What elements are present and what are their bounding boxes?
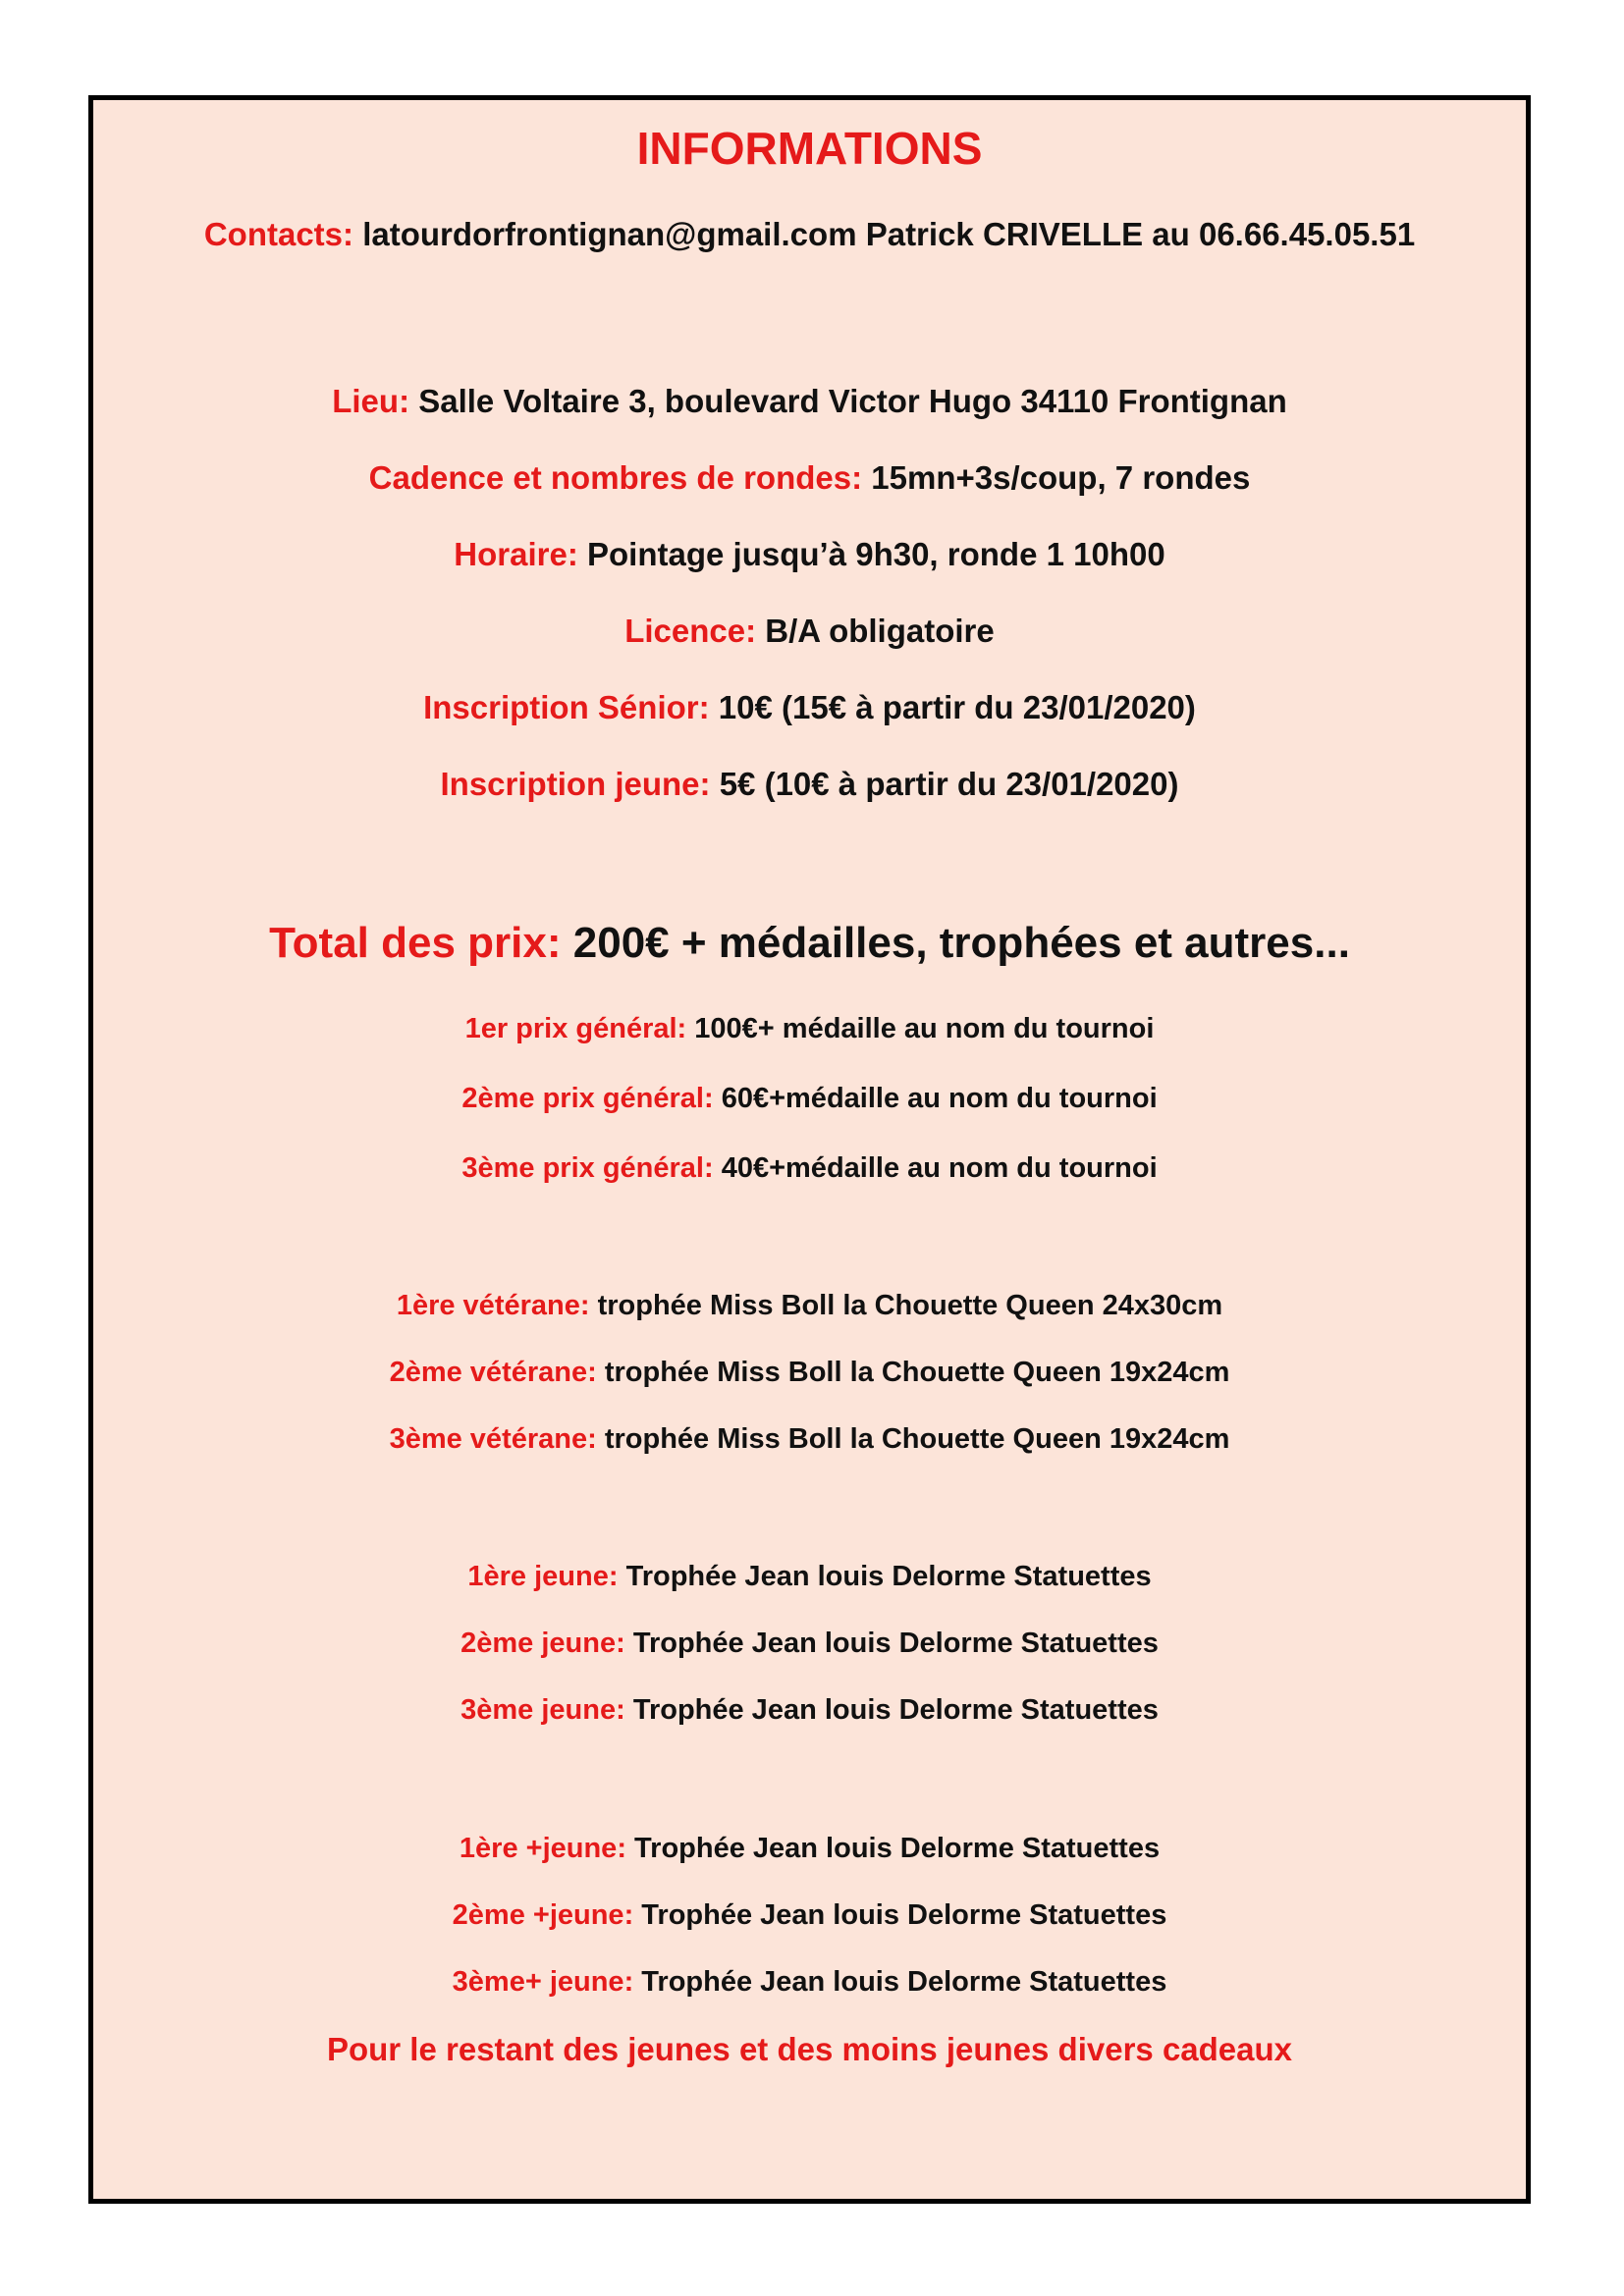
prize-label: 3ème prix général: (461, 1152, 714, 1184)
general-prize-3 (93, 1152, 1526, 1185)
prize-value: Trophée Jean louis Delorme Statuettes (641, 1966, 1167, 1998)
info-line-horaire (93, 536, 1526, 573)
youngest-prize-3 (93, 1966, 1526, 1999)
youngest-prize-1 (93, 1833, 1526, 1865)
youth-prize-1 (93, 1561, 1526, 1593)
prize-label: 3ème+ jeune: (452, 1966, 634, 1998)
general-prize-1 (93, 1013, 1526, 1045)
prize-label: 2ème jeune: (460, 1628, 625, 1659)
info-label: Inscription jeune: (440, 766, 711, 802)
prize-label: 2ème +jeune: (452, 1899, 634, 1931)
info-value: Pointage jusqu’à 9h30, ronde 1 10h00 (587, 536, 1165, 572)
youth-prize-3 (93, 1694, 1526, 1727)
prize-value: 100€+ médaille au nom du tournoi (694, 1013, 1155, 1044)
info-value: Salle Voltaire 3, boulevard Victor Hugo 34110 Frontignan (418, 383, 1287, 419)
info-value: B/A obligatoire (765, 613, 995, 649)
page-title: INFORMATIONS (636, 123, 983, 174)
total-prizes-line (93, 919, 1526, 968)
info-panel (88, 95, 1531, 2204)
prize-value: Trophée Jean louis Delorme Statuettes (634, 1833, 1161, 1864)
prize-value: Trophée Jean louis Delorme Statuettes (632, 1628, 1159, 1659)
prize-value: trophée Miss Boll la Chouette Queen 19x24cm (604, 1357, 1230, 1388)
info-line-inscription-jeune (93, 766, 1526, 803)
prize-value: trophée Miss Boll la Chouette Queen 19x24cm (604, 1423, 1230, 1455)
contacts-line (93, 216, 1526, 253)
prize-label: 2ème prix général: (461, 1083, 714, 1114)
info-line-inscription-senior (93, 689, 1526, 726)
veteran-prize-2 (93, 1357, 1526, 1389)
prize-value: trophée Miss Boll la Chouette Queen 24x30cm (597, 1290, 1223, 1321)
contacts-label: Contacts: (203, 216, 354, 252)
info-line-licence (93, 613, 1526, 650)
youth-prize-2 (93, 1628, 1526, 1660)
info-value: 10€ (15€ à partir du 23/01/2020) (718, 689, 1196, 725)
footer-note: Pour le restant des jeunes et des moins jeunes divers cadeaux (326, 2031, 1293, 2067)
info-value: 15mn+3s/coup, 7 rondes (871, 459, 1251, 496)
prize-label: 1ère vétérane: (396, 1290, 590, 1321)
info-label: Lieu: (332, 383, 410, 419)
prize-label: 3ème jeune: (460, 1694, 625, 1726)
info-label: Horaire: (454, 536, 578, 572)
total-label: Total des prix: (269, 919, 562, 967)
info-label: Cadence et nombres de rondes: (368, 459, 863, 496)
info-label: Inscription Sénior: (423, 689, 710, 725)
prize-value: 40€+médaille au nom du tournoi (721, 1152, 1158, 1184)
prize-label: 1ère jeune: (467, 1561, 619, 1592)
info-line-cadence (93, 459, 1526, 497)
prize-label: 2ème vétérane: (389, 1357, 597, 1388)
prize-label: 3ème vétérane: (389, 1423, 597, 1455)
info-line-lieu (93, 383, 1526, 420)
veteran-prize-3 (93, 1423, 1526, 1456)
prize-value: Trophée Jean louis Delorme Statuettes (632, 1694, 1159, 1726)
veteran-prize-1 (93, 1290, 1526, 1322)
total-value: 200€ + médailles, trophées et autres... (572, 919, 1350, 967)
info-value: 5€ (10€ à partir du 23/01/2020) (719, 766, 1179, 802)
info-label: Licence: (624, 613, 757, 649)
general-prize-2 (93, 1083, 1526, 1115)
prize-label: 1ère +jeune: (459, 1833, 626, 1864)
contacts-value: latourdorfrontignan@gmail.com Patrick CRIVELLE au 06.66.45.05.51 (362, 216, 1416, 252)
prize-value: Trophée Jean louis Delorme Statuettes (641, 1899, 1167, 1931)
youngest-prize-2 (93, 1899, 1526, 1932)
prize-value: Trophée Jean louis Delorme Statuettes (625, 1561, 1152, 1592)
prize-label: 1er prix général: (464, 1013, 687, 1044)
prize-value: 60€+médaille au nom du tournoi (721, 1083, 1158, 1114)
